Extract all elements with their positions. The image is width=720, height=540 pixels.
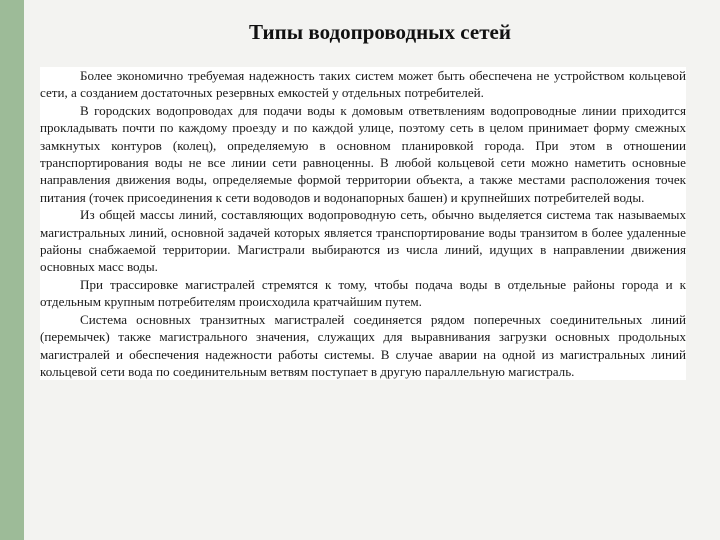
text-body xyxy=(40,67,686,380)
paragraph: Более экономично требуемая надежность таких систем может быть обеспечена не устройством кольцевой сети, а созданием достаточных резервных емкостей у отдельных потребителей. xyxy=(40,68,686,101)
paragraph: Система основных транзитных магистралей соединяется рядом поперечных соединительных линий (перемычек) также магистрального значения, служащих для выравнивания загрузки основных продольных магистралей и обеспечения надежности работы системы. В случае аварии на одной из магистральных линий кольцевой сети вода по соединительным ветвям поступает в другую параллельную магистраль. xyxy=(40,311,686,379)
paragraph: Из общей массы линий, составляющих водопроводную сеть, обычно выделяется система так называемых магистральных линий, основной задачей которых является транспортирование воды транзитом в более удаленные районы снабжаемой территории. Магистрали выбираются из числа линий, идущих в направлении движения основных масс воды. xyxy=(40,207,686,275)
page-title: Типы водопроводных сетей xyxy=(249,20,511,44)
side-accent-band xyxy=(0,0,24,540)
paragraph: При трассировке магистралей стремятся к тому, чтобы подача воды в отдельные районы города и к отдельным крупным потребителям происходила кратчайшим путем. xyxy=(40,276,686,310)
paragraph: В городских водопроводах для подачи воды к домовым ответвлениям водопроводные линии приходится прокладывать почти по каждому проезду и по каждой улице, поэтому сеть в целом принимает форму смежных замкнутых контуров (колец), определяемую в основном планировкой города. При этом в отношении транспортирования воды не все линии сети равноценны. В любой кольцевой сети можно наметить основные направления движения воды, определяемые формой территории объекта, а также местами расположения точек питания (точек присоединения к сети водоводов и водонапорных башен) и крупнейших потребителей воды. xyxy=(40,102,686,205)
